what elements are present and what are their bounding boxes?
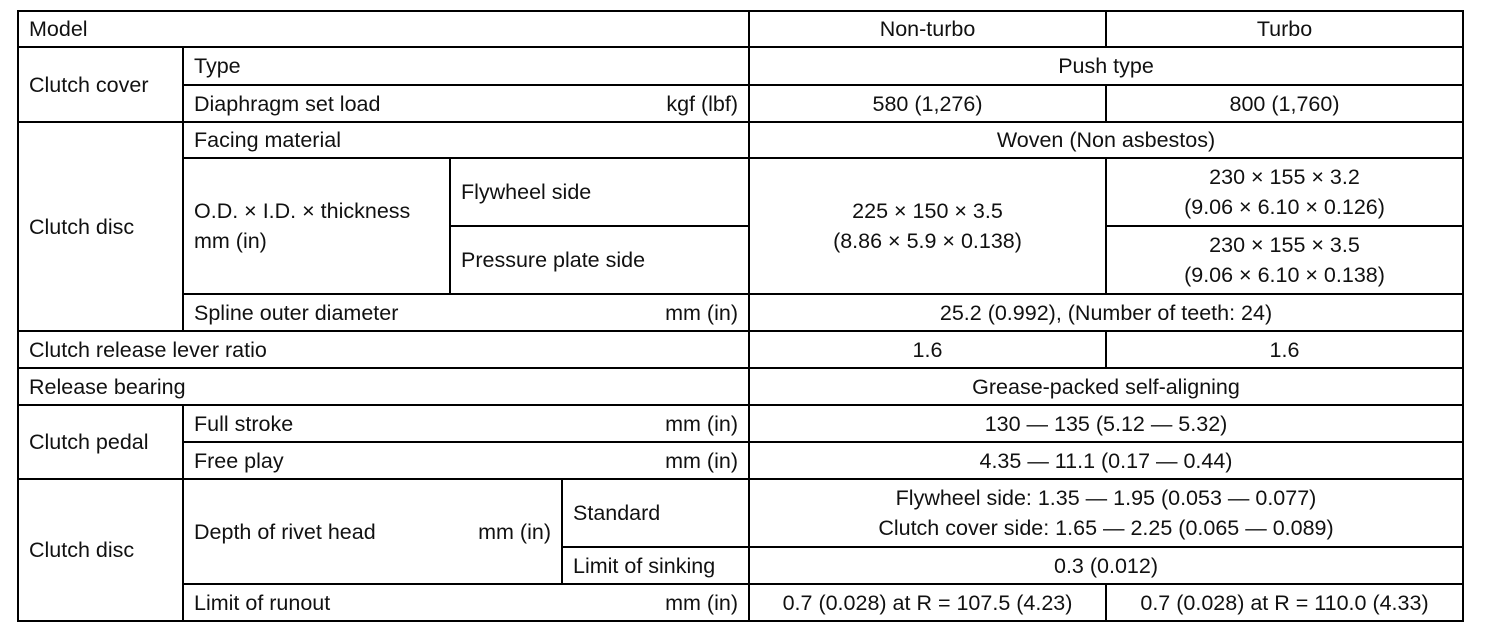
release-lever-turbo: 1.6 <box>1106 331 1463 368</box>
clutch-spec-table <box>17 10 1464 622</box>
runout-cell <box>183 584 749 621</box>
table-row <box>18 405 1463 442</box>
type-value: Push type <box>749 47 1463 85</box>
sinking-label: Limit of sinking <box>562 547 749 584</box>
dims-label-cell <box>183 158 450 294</box>
dims-non-turbo-in: (8.86 × 5.9 × 0.138) <box>833 229 1022 253</box>
table-row <box>18 158 1463 226</box>
table-row <box>18 294 1463 331</box>
rivet-label: Depth of rivet head <box>194 519 376 544</box>
table-row <box>18 368 1463 405</box>
table-row <box>18 11 1463 47</box>
table-row <box>18 331 1463 368</box>
release-lever-non-turbo: 1.6 <box>749 331 1106 368</box>
free-play-label: Free play <box>194 448 284 473</box>
dims-turbo-flywheel-in: (9.06 × 6.10 × 0.126) <box>1184 195 1385 219</box>
runout-label: Limit of runout <box>194 590 331 615</box>
table-row <box>18 584 1463 621</box>
table-row <box>18 85 1463 122</box>
release-lever-label: Clutch release lever ratio <box>18 331 749 368</box>
turbo-header: Turbo <box>1106 11 1463 47</box>
table-row <box>18 47 1463 85</box>
diaphragm-non-turbo: 580 (1,276) <box>749 85 1106 122</box>
clutch-disc-2-label: Clutch disc <box>18 479 183 621</box>
standard-flywheel: Flywheel side: 1.35 — 1.95 (0.053 — 0.077) <box>895 486 1317 510</box>
facing-value: Woven (Non asbestos) <box>749 122 1463 158</box>
spline-label: Spline outer diameter <box>194 300 399 325</box>
full-stroke-label: Full stroke <box>194 411 294 436</box>
dims-unit: mm (in) <box>194 229 267 253</box>
diaphragm-cell <box>183 85 749 122</box>
release-bearing-value: Grease-packed self-aligning <box>749 368 1463 405</box>
clutch-disc-label: Clutch disc <box>18 122 183 331</box>
table-row <box>18 442 1463 479</box>
free-play-cell <box>183 442 749 479</box>
spline-value: 25.2 (0.992), (Number of teeth: 24) <box>749 294 1463 331</box>
pressure-plate-side-label: Pressure plate side <box>450 226 749 294</box>
standard-clutch-cover: Clutch cover side: 1.65 — 2.25 (0.065 — 0.089) <box>878 516 1334 540</box>
flywheel-side-label: Flywheel side <box>450 158 749 226</box>
spline-unit: mm (in) <box>665 300 738 325</box>
full-stroke-value: 130 — 135 (5.12 — 5.32) <box>749 405 1463 442</box>
table-row <box>18 122 1463 158</box>
full-stroke-cell <box>183 405 749 442</box>
runout-non-turbo: 0.7 (0.028) at R = 107.5 (4.23) <box>749 584 1106 621</box>
runout-turbo: 0.7 (0.028) at R = 110.0 (4.33) <box>1106 584 1463 621</box>
diaphragm-unit: kgf (lbf) <box>666 91 738 116</box>
diaphragm-label: Diaphragm set load <box>194 91 381 116</box>
dims-non-turbo <box>749 158 1106 294</box>
dims-turbo-pressure <box>1106 226 1463 294</box>
diaphragm-turbo: 800 (1,760) <box>1106 85 1463 122</box>
spline-cell <box>183 294 749 331</box>
runout-unit: mm (in) <box>665 590 738 615</box>
type-label: Type <box>183 47 749 85</box>
rivet-cell <box>183 479 562 584</box>
release-bearing-label: Release bearing <box>18 368 749 405</box>
sinking-value: 0.3 (0.012) <box>749 547 1463 584</box>
rivet-unit: mm (in) <box>478 519 551 544</box>
standard-label: Standard <box>562 479 749 547</box>
non-turbo-header: Non-turbo <box>749 11 1106 47</box>
model-header: Model <box>18 11 749 47</box>
dims-label: O.D. × I.D. × thickness <box>194 199 411 223</box>
clutch-pedal-label: Clutch pedal <box>18 405 183 479</box>
dims-non-turbo-mm: 225 × 150 × 3.5 <box>852 199 1003 223</box>
dims-turbo-pressure-in: (9.06 × 6.10 × 0.138) <box>1184 263 1385 287</box>
clutch-cover-label: Clutch cover <box>18 47 183 122</box>
free-play-unit: mm (in) <box>665 448 738 473</box>
facing-label: Facing material <box>183 122 749 158</box>
dims-turbo-flywheel <box>1106 158 1463 226</box>
standard-value <box>749 479 1463 547</box>
free-play-value: 4.35 — 11.1 (0.17 — 0.44) <box>749 442 1463 479</box>
dims-turbo-flywheel-mm: 230 × 155 × 3.2 <box>1209 165 1360 189</box>
full-stroke-unit: mm (in) <box>665 411 738 436</box>
table-row <box>18 479 1463 547</box>
dims-turbo-pressure-mm: 230 × 155 × 3.5 <box>1209 233 1360 257</box>
